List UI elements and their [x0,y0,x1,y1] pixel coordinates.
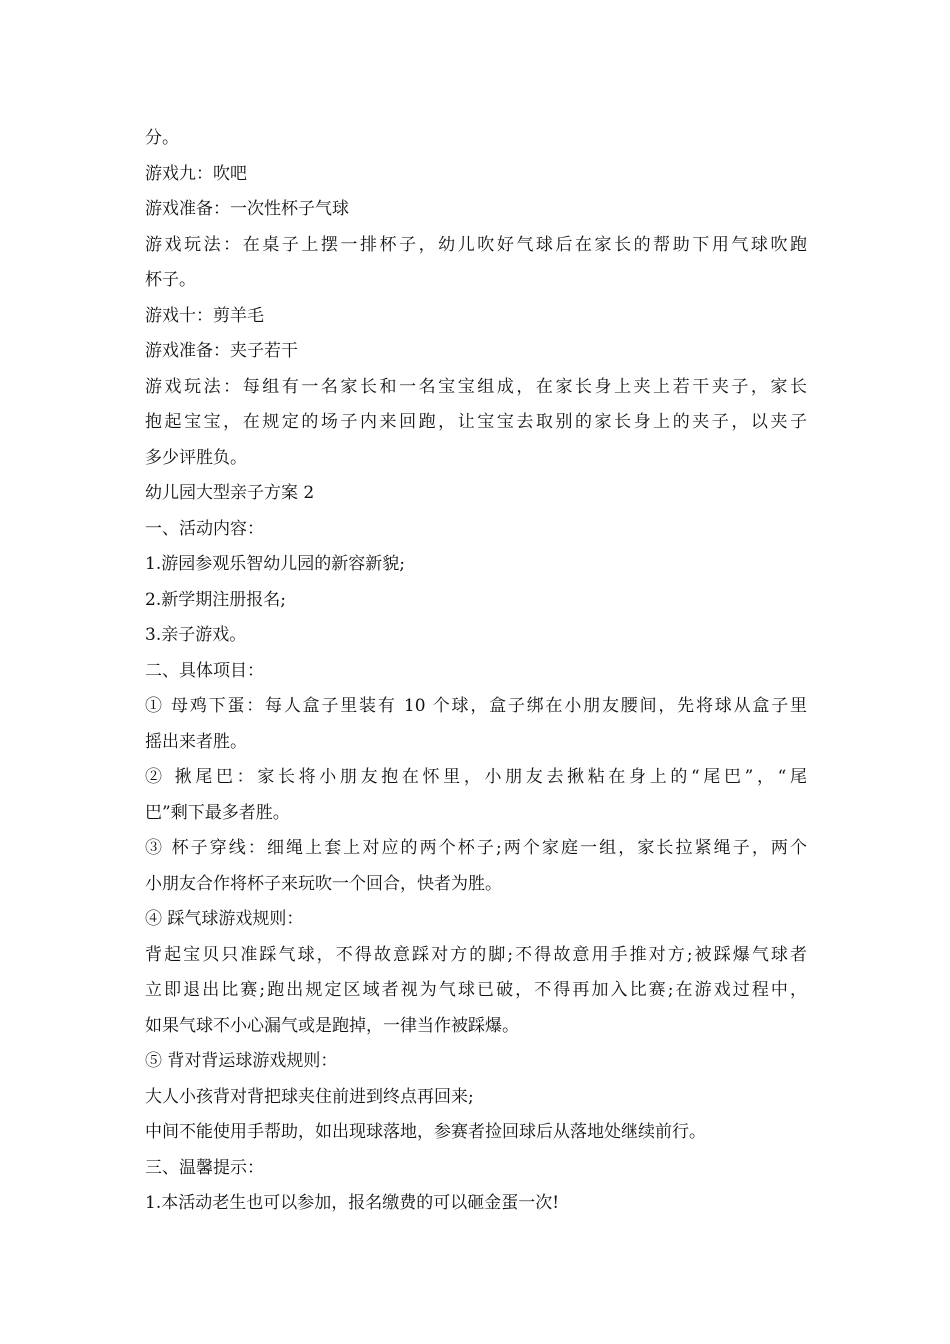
text-line: 游戏玩法：在桌子上摆一排杯子，幼儿吹好气球后在家长的帮助下用气球吹跑 [145,234,807,255]
list-item: 3.亲子游戏。 [145,625,247,645]
text-line: 大人小孩背对背把球夹住前进到终点再回来; [145,1086,474,1107]
text-line: 多少评胜负。 [145,447,247,468]
list-item: ② 揪尾巴：家长将小朋友抱在怀里，小朋友去揪粘在身上的“尾巴”，“尾 [145,767,807,787]
text-line: 分。 [145,128,179,148]
text-line: 背起宝贝只准踩气球，不得故意踩对方的脚;不得故意用手推对方;被踩爆气球者 [145,944,807,965]
text-line: 游戏准备：夹子若干 [145,341,298,361]
section-heading-activity: 一、活动内容： [145,518,264,539]
text-line: 杯子。 [145,270,196,290]
text-line: 巴”剩下最多者胜。 [145,802,290,823]
text-line: 中间不能使用手帮助，如出现球落地，参赛者捡回球后从落地处继续前行。 [145,1122,706,1142]
list-item: ④ 踩气球游戏规则： [145,909,304,929]
text-line: 小朋友合作将杯子来玩吹一个回合，快者为胜。 [145,873,502,894]
list-item: 1.游园参观乐智幼儿园的新容新貌; [145,554,405,574]
document-title: 幼儿园大型亲子方案 2 [145,483,315,503]
section-heading-game-10: 游戏十：剪羊毛 [145,305,264,326]
section-heading-tips: 三、温馨提示： [145,1157,264,1178]
list-item: ⑤ 背对背运球游戏规则： [145,1051,338,1071]
list-item: 2.新学期注册报名; [145,589,286,610]
text-line: 如果气球不小心漏气或是跑掉，一律当作被踩爆。 [145,1015,519,1036]
text-line: 立即退出比赛;跑出规定区域者视为气球已破，不得再加入比赛;在游戏过程中， [145,980,807,1000]
list-item: 1.本活动老生也可以参加，报名缴费的可以砸金蛋一次! [145,1193,560,1213]
list-item: ③ 杯子穿线：细绳上套上对应的两个杯子;两个家庭一组，家长拉紧绳子，两个 [145,838,807,858]
text-line: 摇出来者胜。 [145,731,247,752]
text-line: 游戏玩法：每组有一名家长和一名宝宝组成，在家长身上夹上若干夹子，家长 [145,376,807,397]
section-heading-projects: 二、具体项目： [145,660,264,681]
list-item: ① 母鸡下蛋：每人盒子里装有 10 个球，盒子绑在小朋友腰间，先将球从盒子里 [145,696,807,716]
text-line: 游戏准备：一次性杯子气球 [145,199,349,219]
section-heading-game-9: 游戏九：吹吧 [145,163,247,184]
document-body [145,121,807,1222]
text-line: 抱起宝宝，在规定的场子内来回跑，让宝宝去取别的家长身上的夹子，以夹子 [145,412,807,432]
